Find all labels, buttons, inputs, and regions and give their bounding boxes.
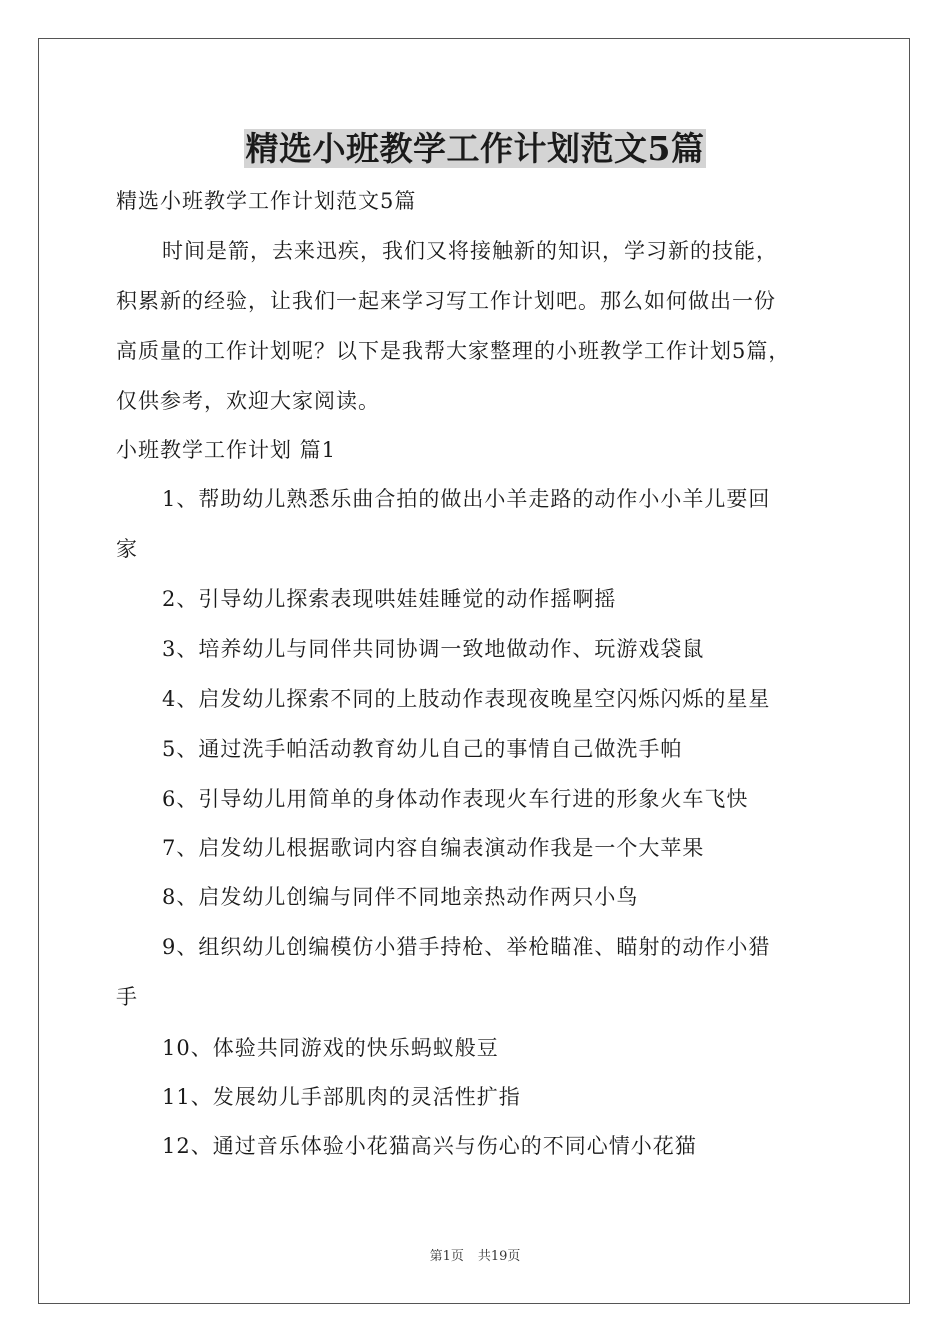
page-frame (38, 38, 910, 1304)
list-item-4: 4、启发幼儿探索不同的上肢动作表现夜晚星空闪烁闪烁的星星 (162, 687, 771, 711)
list-item-10: 10、体验共同游戏的快乐蚂蚁般豆 (162, 1036, 499, 1060)
list-item-11: 11、发展幼儿手部肌肉的灵活性扩指 (162, 1085, 521, 1109)
intro-line-2: 积累新的经验，让我们一起来学习写工作计划吧。那么如何做出一份 (116, 289, 776, 313)
list-item-9: 9、组织幼儿创编模仿小猎手持枪、举枪瞄准、瞄射的动作小猎 (162, 935, 771, 959)
intro-line-3: 高质量的工作计划呢？以下是我帮大家整理的小班教学工作计划5篇， (116, 339, 791, 363)
document-title (0, 126, 950, 172)
list-item-7: 7、启发幼儿根据歌词内容自编表演动作我是一个大苹果 (162, 836, 705, 860)
list-item-9-continued: 手 (116, 985, 138, 1009)
section-heading: 小班教学工作计划 篇1 (116, 438, 337, 462)
page-total: 共19页 (477, 1249, 521, 1264)
page-footer (0, 1248, 950, 1266)
document-title-text: 精选小班教学工作计划范文5篇 (245, 129, 705, 168)
list-item-6: 6、引导幼儿用简单的身体动作表现火车行进的形象火车飞快 (162, 787, 749, 811)
list-item-2: 2、引导幼儿探索表现哄娃娃睡觉的动作摇啊摇 (162, 587, 617, 611)
list-item-1-continued: 家 (116, 537, 138, 561)
list-item-5: 5、通过洗手帕活动教育幼儿自己的事情自己做洗手帕 (162, 737, 683, 761)
page-number: 第1页 (429, 1249, 464, 1264)
list-item-8: 8、启发幼儿创编与同伴不同地亲热动作两只小鸟 (162, 885, 639, 909)
intro-line-4: 仅供参考，欢迎大家阅读。 (116, 389, 380, 413)
list-item-1: 1、帮助幼儿熟悉乐曲合拍的做出小羊走路的动作小小羊儿要回 (162, 487, 771, 511)
document-subtitle: 精选小班教学工作计划范文5篇 (116, 189, 417, 213)
intro-line-1: 时间是箭，去来迅疾，我们又将接触新的知识，学习新的技能， (162, 239, 778, 263)
list-item-12: 12、通过音乐体验小花猫高兴与伤心的不同心情小花猫 (162, 1134, 697, 1158)
list-item-3: 3、培养幼儿与同伴共同协调一致地做动作、玩游戏袋鼠 (162, 637, 705, 661)
